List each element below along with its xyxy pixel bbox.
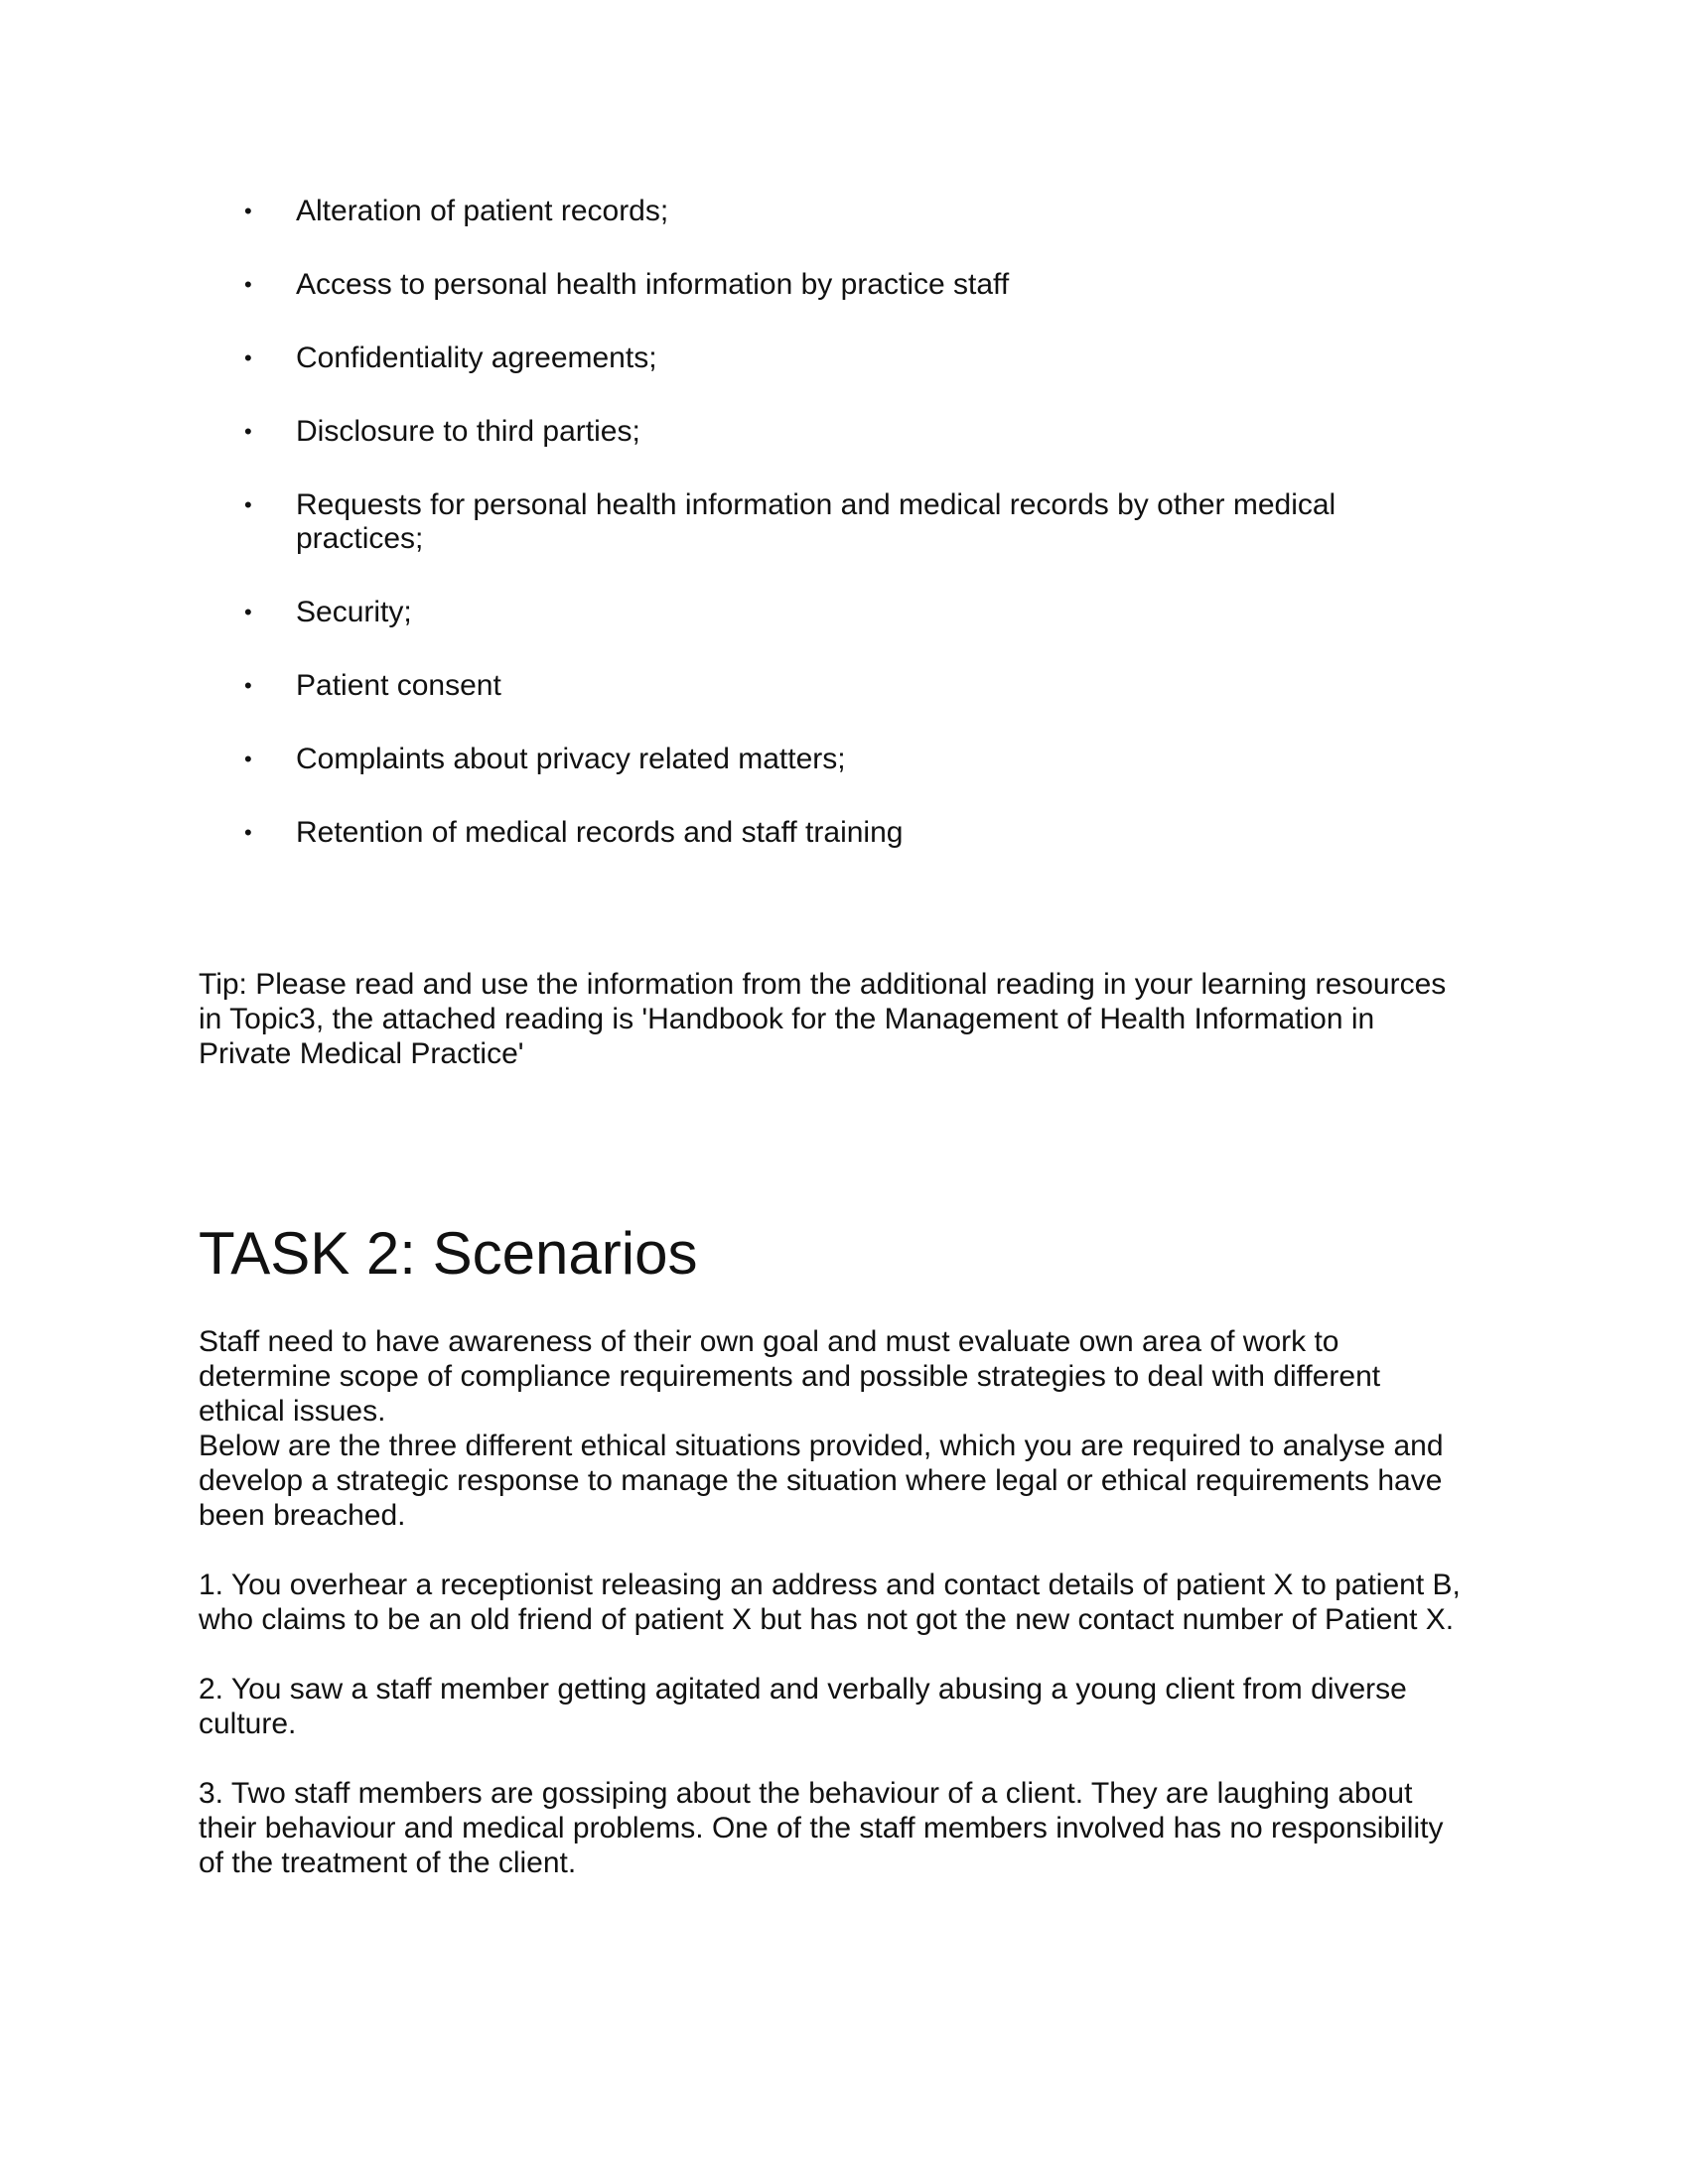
list-item xyxy=(236,268,1428,302)
list-item xyxy=(236,488,1428,556)
task-heading: TASK 2: Scenarios xyxy=(199,1220,698,1287)
list-item-text: Retention of medical records and staff training xyxy=(296,816,904,849)
bullet-icon: • xyxy=(244,199,252,223)
list-item-text: Complaints about privacy related matters; xyxy=(296,743,846,775)
scenario-line: 1. You overhear a receptionist releasing an address and contact details of patient X to patient B, xyxy=(199,1569,1461,1601)
scenario-line: 2. You saw a staff member getting agitated and verbally abusing a young client from diverse xyxy=(199,1673,1407,1706)
bullet-icon: • xyxy=(244,345,252,370)
list-item xyxy=(236,816,1428,850)
list-item-text: Access to personal health information by practice staff xyxy=(296,268,1010,301)
scenario-line: 3. Two staff members are gossiping about the behaviour of a client. They are laughing about xyxy=(199,1777,1413,1810)
list-item-text: Patient consent xyxy=(296,669,501,702)
tip-line: Private Medical Practice' xyxy=(199,1037,524,1070)
bullet-icon: • xyxy=(244,419,252,444)
list-item-text: Disclosure to third parties; xyxy=(296,415,640,448)
intro-line: determine scope of compliance requirements and possible strategies to deal with different xyxy=(199,1360,1381,1393)
scenario-line: culture. xyxy=(199,1707,297,1740)
list-item-text: Requests for personal health information and medical records by other medical practices; xyxy=(296,488,1336,555)
tip-paragraph xyxy=(199,967,1489,1071)
topic-bullet-list xyxy=(236,195,1428,889)
task-intro-paragraph xyxy=(199,1324,1499,1533)
list-item-text: Alteration of patient records; xyxy=(296,195,669,227)
bullet-icon: • xyxy=(244,820,252,845)
scenario-line: who claims to be an old friend of patient X but has not got the new contact number of Patient X. xyxy=(199,1603,1455,1636)
intro-line: Staff need to have awareness of their own goal and must evaluate own area of work to xyxy=(199,1325,1339,1358)
bullet-icon: • xyxy=(244,272,252,297)
scenario-1 xyxy=(199,1568,1499,1637)
scenario-line: their behaviour and medical problems. One of the staff members involved has no responsibility xyxy=(199,1812,1444,1844)
intro-line: been breached. xyxy=(199,1499,406,1532)
intro-line: develop a strategic response to manage the situation where legal or ethical requirements have xyxy=(199,1464,1443,1497)
bullet-icon: • xyxy=(244,600,252,624)
scenario-line: of the treatment of the client. xyxy=(199,1846,577,1879)
list-item xyxy=(236,195,1428,228)
list-item xyxy=(236,743,1428,776)
bullet-icon: • xyxy=(244,492,252,517)
list-item-text: Security; xyxy=(296,596,412,628)
list-item xyxy=(236,341,1428,375)
scenario-3 xyxy=(199,1776,1499,1880)
list-item xyxy=(236,415,1428,449)
intro-line: Below are the three different ethical situations provided, which you are required to analyse and xyxy=(199,1430,1444,1462)
scenario-2 xyxy=(199,1672,1499,1741)
bullet-icon: • xyxy=(244,673,252,698)
bullet-icon: • xyxy=(244,747,252,771)
list-item xyxy=(236,596,1428,629)
list-item-text: Confidentiality agreements; xyxy=(296,341,657,374)
tip-line: Tip: Please read and use the information from the additional reading in your learning resources xyxy=(199,968,1447,1001)
tip-line: in Topic3, the attached reading is 'Handbook for the Management of Health Information in xyxy=(199,1003,1375,1035)
list-item xyxy=(236,669,1428,703)
intro-line: ethical issues. xyxy=(199,1395,386,1428)
